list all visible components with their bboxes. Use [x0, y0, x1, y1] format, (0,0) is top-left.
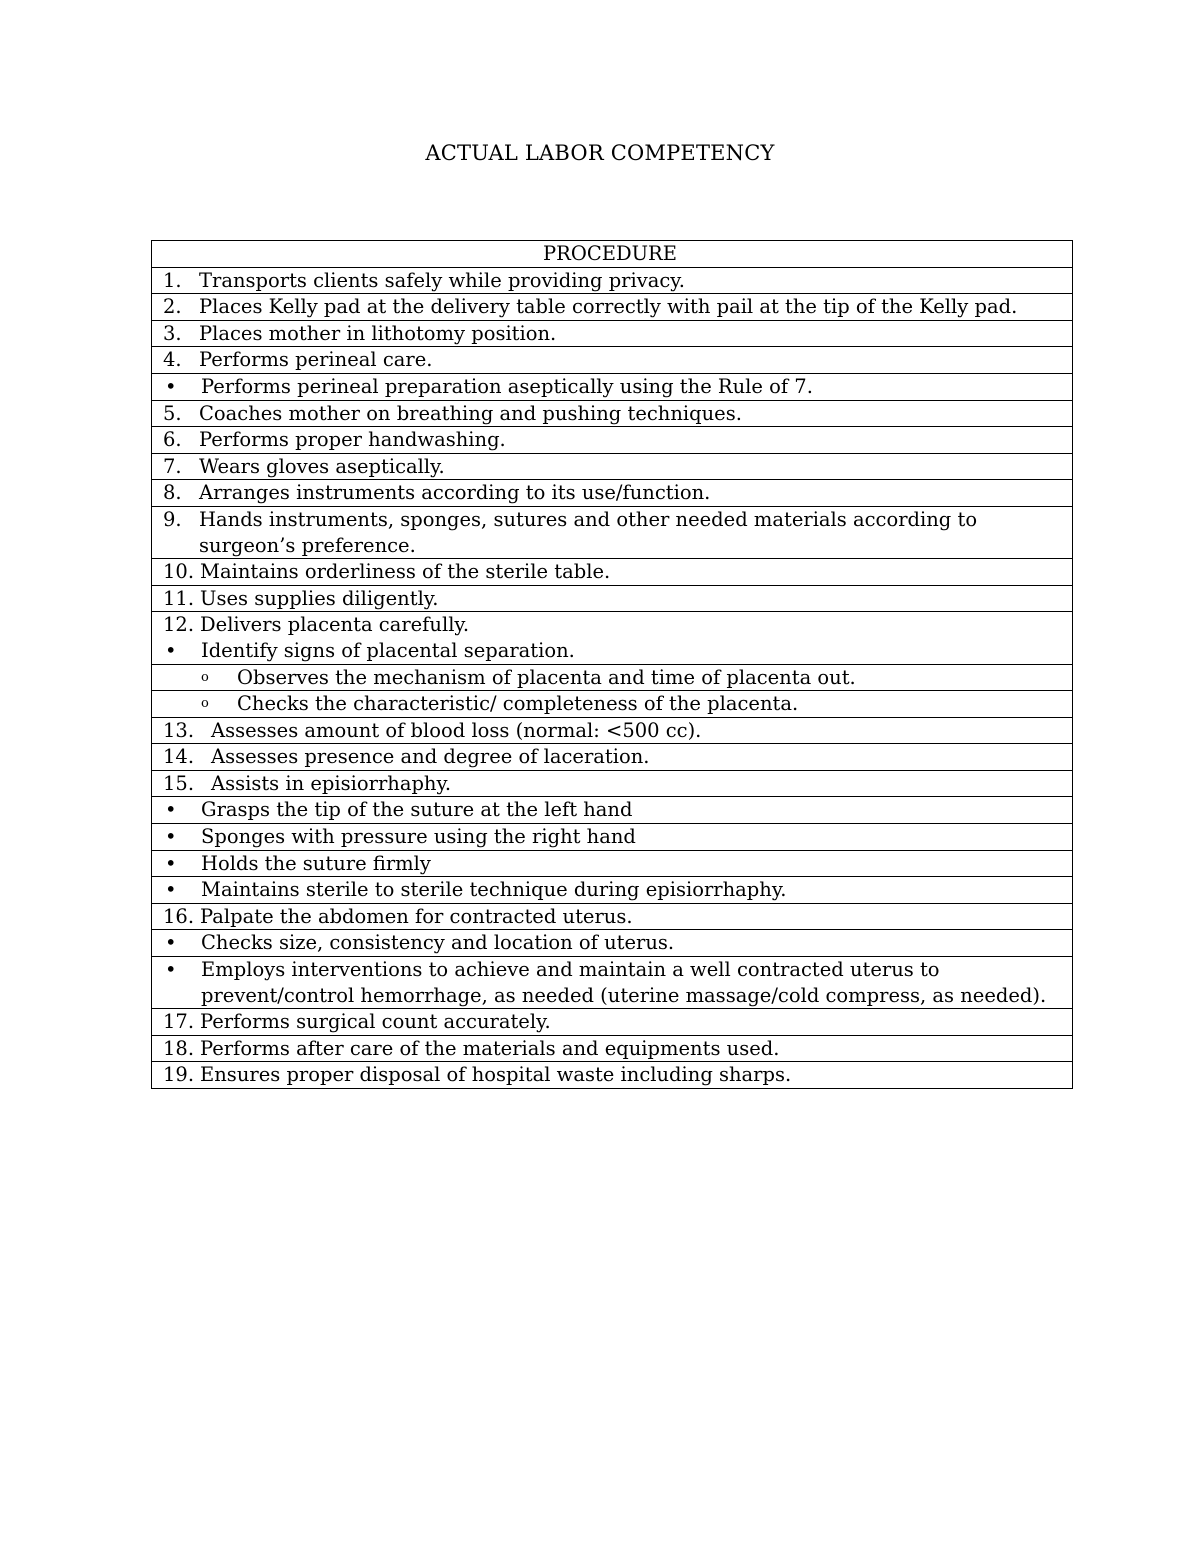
- procedure-cell: [152, 717, 1073, 744]
- procedure-cell: [152, 903, 1073, 930]
- table-row: [152, 373, 1073, 400]
- item-number: 10.: [163, 560, 195, 584]
- bullet-marker: •: [165, 851, 177, 875]
- procedure-cell: [152, 797, 1073, 824]
- table-row: [152, 877, 1073, 904]
- procedure-item: [163, 268, 1068, 294]
- bullet-marker: •: [165, 798, 177, 822]
- procedure-text: Hands instruments, sponges, sutures and other needed materials according to surgeon’s preference.: [199, 507, 978, 557]
- procedure-text: Assists in episiorrhaphy.: [211, 771, 452, 795]
- procedure-cell: [152, 1035, 1073, 1062]
- procedure-cell: [152, 585, 1073, 612]
- procedure-cell: [152, 957, 1073, 1009]
- procedure-item: [163, 480, 1068, 506]
- procedure-text: Ensures proper disposal of hospital waste including sharps.: [200, 1063, 792, 1087]
- item-number: 4.: [163, 348, 182, 372]
- item-number: 7.: [163, 454, 182, 478]
- procedure-item: [163, 559, 1068, 585]
- item-number: 8.: [163, 481, 182, 505]
- item-number: 19.: [163, 1063, 195, 1087]
- table-row: [152, 294, 1073, 321]
- procedure-text: Assesses presence and degree of laceration.: [211, 745, 650, 769]
- procedure-cell: [152, 506, 1073, 558]
- sub-bullet-marker: o: [201, 669, 209, 685]
- procedure-item: [163, 877, 1068, 903]
- table-row: [152, 506, 1073, 558]
- procedure-item: [163, 930, 1068, 956]
- procedure-table-body: [152, 267, 1073, 1088]
- procedure-cell: [152, 770, 1073, 797]
- procedure-cell: [152, 744, 1073, 771]
- table-row: [152, 744, 1073, 771]
- procedure-table: [151, 240, 1073, 1089]
- procedure-cell: [152, 559, 1073, 586]
- item-number: 14.: [163, 745, 195, 769]
- procedure-text: Checks the characteristic/ completeness of the placenta.: [237, 692, 799, 716]
- item-number: 13.: [163, 718, 195, 742]
- procedure-text: Employs interventions to achieve and maintain a well contracted uterus to prevent/control hemorrhage, as needed (uterine massage/cold compress, as needed).: [201, 958, 1047, 1007]
- procedure-item: [163, 718, 1068, 744]
- procedure-item: [163, 851, 1068, 877]
- table-row: [152, 320, 1073, 347]
- procedure-column-header: PROCEDURE: [152, 241, 1073, 268]
- bullet-marker: •: [165, 825, 177, 849]
- table-row: [152, 427, 1073, 454]
- sub-bullet-marker: o: [201, 696, 209, 712]
- procedure-item: [163, 824, 1068, 850]
- procedure-text: Performs after care of the materials and equipments used.: [200, 1036, 780, 1060]
- table-row: [152, 1035, 1073, 1062]
- procedure-text: Places mother in lithotomy position.: [199, 321, 557, 345]
- item-number: 12.: [163, 613, 195, 637]
- item-number: 17.: [163, 1010, 195, 1034]
- procedure-text: Delivers placenta carefully.: [200, 613, 470, 637]
- procedure-item: [163, 691, 1068, 717]
- document-title: ACTUAL LABOR COMPETENCY: [425, 141, 775, 165]
- procedure-text: Wears gloves aseptically.: [199, 454, 445, 478]
- table-row: [152, 1062, 1073, 1089]
- table-row: [152, 585, 1073, 612]
- procedure-text: Performs surgical count accurately.: [200, 1010, 551, 1034]
- item-number: 15.: [163, 771, 195, 795]
- procedure-text: Sponges with pressure using the right hand: [201, 825, 636, 849]
- item-number: 2.: [163, 295, 182, 319]
- procedure-text: Transports clients safely while providing privacy.: [199, 268, 685, 292]
- procedure-item: [163, 771, 1068, 797]
- procedure-cell: [152, 294, 1073, 321]
- procedure-cell: [152, 664, 1073, 691]
- item-number: 5.: [163, 401, 182, 425]
- procedure-item: [163, 1036, 1068, 1062]
- item-number: 3.: [163, 321, 182, 345]
- procedure-item: [163, 1009, 1068, 1035]
- procedure-item: [163, 638, 1068, 664]
- procedure-item: [163, 1062, 1068, 1088]
- procedure-item: [163, 797, 1068, 823]
- table-row: [152, 267, 1073, 294]
- table-row: [152, 957, 1073, 1009]
- procedure-item: [163, 321, 1068, 347]
- procedure-text: Palpate the abdomen for contracted uterus.: [200, 904, 633, 928]
- procedure-cell: [152, 612, 1073, 664]
- table-row: [152, 612, 1073, 664]
- procedure-cell: [152, 824, 1073, 851]
- bullet-marker: •: [165, 931, 177, 955]
- procedure-item: [163, 744, 1068, 770]
- table-row: [152, 453, 1073, 480]
- procedure-cell: [152, 850, 1073, 877]
- procedure-text: Checks size, consistency and location of uterus.: [201, 931, 675, 955]
- table-row: [152, 664, 1073, 691]
- procedure-cell: [152, 453, 1073, 480]
- table-row: [152, 903, 1073, 930]
- bullet-marker: •: [165, 374, 177, 398]
- item-number: 6.: [163, 428, 182, 452]
- procedure-cell: [152, 1062, 1073, 1089]
- procedure-item: [163, 586, 1068, 612]
- table-row: [152, 480, 1073, 507]
- table-row: [152, 930, 1073, 957]
- procedure-text: Arranges instruments according to its use/function.: [199, 481, 711, 505]
- procedure-item: [163, 401, 1068, 427]
- bullet-marker: •: [165, 638, 177, 662]
- procedure-cell: [152, 877, 1073, 904]
- item-number: 9.: [163, 507, 182, 531]
- procedure-text: Maintains orderliness of the sterile table.: [200, 560, 611, 584]
- table-row: [152, 559, 1073, 586]
- procedure-text: Grasps the tip of the suture at the left hand: [201, 798, 633, 822]
- procedure-item: [163, 294, 1068, 320]
- item-number: 1.: [163, 268, 182, 292]
- procedure-text: Maintains sterile to sterile technique during episiorrhaphy.: [201, 878, 787, 902]
- table-row: [152, 691, 1073, 718]
- table-header-row: [152, 241, 1073, 268]
- procedure-item: [163, 347, 1068, 373]
- procedure-text: Coaches mother on breathing and pushing techniques.: [199, 401, 742, 425]
- procedure-cell: [152, 373, 1073, 400]
- procedure-text: Places Kelly pad at the delivery table correctly with pail at the tip of the Kelly pad.: [199, 295, 1018, 319]
- table-row: [152, 770, 1073, 797]
- procedure-item: [163, 454, 1068, 480]
- procedure-text: Holds the suture firmly: [201, 851, 431, 875]
- procedure-item: [163, 957, 1068, 1008]
- procedure-item: [163, 904, 1068, 930]
- procedure-text: Performs perineal care.: [199, 348, 433, 372]
- procedure-cell: [152, 930, 1073, 957]
- procedure-text: Identify signs of placental separation.: [201, 638, 575, 662]
- item-number: 11.: [163, 586, 195, 610]
- procedure-item: [163, 427, 1068, 453]
- procedure-cell: [152, 1009, 1073, 1036]
- procedure-item: [163, 507, 1068, 558]
- procedure-cell: [152, 427, 1073, 454]
- bullet-marker: •: [165, 878, 177, 902]
- item-number: 18.: [163, 1036, 195, 1060]
- bullet-marker: •: [165, 958, 177, 982]
- table-row: [152, 1009, 1073, 1036]
- table-row: [152, 347, 1073, 374]
- procedure-text: Performs proper handwashing.: [199, 428, 506, 452]
- item-number: 16.: [163, 904, 195, 928]
- procedure-cell: [152, 480, 1073, 507]
- procedure-cell: [152, 400, 1073, 427]
- procedure-cell: [152, 320, 1073, 347]
- procedure-text: Observes the mechanism of placenta and time of placenta out.: [237, 665, 856, 689]
- procedure-item: [163, 612, 1068, 638]
- table-row: [152, 797, 1073, 824]
- procedure-text: Performs perineal preparation aseptically using the Rule of 7.: [201, 374, 813, 398]
- procedure-cell: [152, 347, 1073, 374]
- table-row: [152, 824, 1073, 851]
- procedure-text: Assesses amount of blood loss (normal: <500 cc).: [211, 718, 702, 742]
- procedure-text: Uses supplies diligently.: [200, 586, 439, 610]
- table-row: [152, 717, 1073, 744]
- table-row: [152, 850, 1073, 877]
- table-row: [152, 400, 1073, 427]
- procedure-cell: [152, 267, 1073, 294]
- procedure-cell: [152, 691, 1073, 718]
- procedure-item: [163, 374, 1068, 400]
- procedure-item: [163, 665, 1068, 691]
